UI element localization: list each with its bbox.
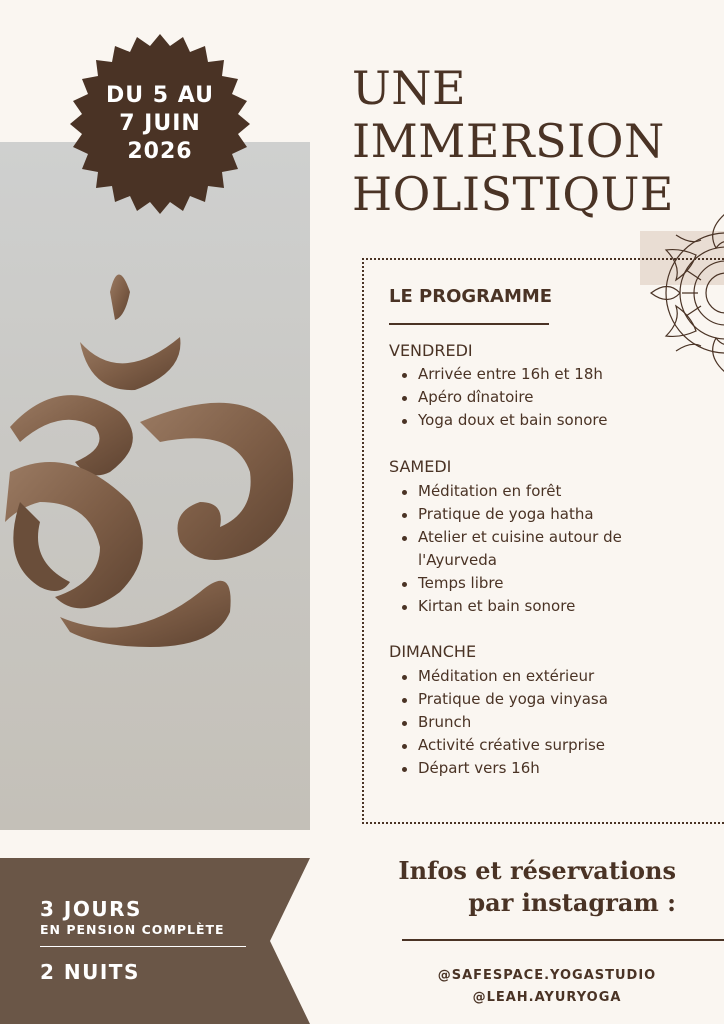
day-vendredi: VENDREDI — [389, 341, 473, 360]
day-dimanche: DIMANCHE — [389, 642, 477, 661]
banner-days: 3 JOURS — [40, 897, 142, 921]
list-item: Méditation en forêt — [400, 480, 622, 503]
infos-heading — [398, 855, 676, 919]
infos-line-2: par instagram : — [468, 888, 676, 917]
list-item: Arrivée entre 16h et 18h — [400, 363, 607, 386]
badge-line-1: DU 5 AU — [106, 83, 214, 108]
instagram-handle-leah[interactable]: @LEAH.AYURYOGA — [472, 990, 622, 1005]
list-dimanche — [400, 665, 608, 780]
date-badge — [70, 34, 250, 214]
day-samedi: SAMEDI — [389, 457, 452, 476]
title-line-2: IMMERSION — [352, 114, 665, 168]
list-vendredi — [400, 363, 607, 432]
om-photo — [0, 142, 310, 830]
banner-nights: 2 NUITS — [40, 960, 140, 984]
list-item: Pratique de yoga hatha — [400, 503, 622, 526]
list-item: Yoga doux et bain sonore — [400, 409, 607, 432]
list-item: Départ vers 16h — [400, 757, 608, 780]
list-item: Activité créative surprise — [400, 734, 608, 757]
badge-line-2: 7 JUIN — [119, 111, 201, 136]
infos-divider — [402, 939, 724, 941]
list-item: Brunch — [400, 711, 608, 734]
banner-board: EN PENSION COMPLÈTE — [40, 922, 225, 937]
list-item: Pratique de yoga vinyasa — [400, 688, 608, 711]
banner-divider — [40, 946, 246, 947]
title-line-1: UNE — [352, 61, 467, 115]
list-item: Temps libre — [400, 572, 622, 595]
badge-line-3: 2026 — [127, 139, 193, 164]
infos-line-1: Infos et réservations — [398, 856, 676, 885]
programme-divider — [389, 323, 549, 325]
list-item: Méditation en extérieur — [400, 665, 608, 688]
page-title — [352, 62, 674, 221]
list-item-continuation: l'Ayurveda — [418, 551, 497, 569]
stay-banner-shape — [0, 858, 310, 1024]
programme-heading: LE PROGRAMME — [389, 286, 553, 307]
list-item: Apéro dînatoire — [400, 386, 607, 409]
list-item: Atelier et cuisine autour de — [400, 526, 622, 549]
list-item: Kirtan et bain sonore — [400, 595, 622, 618]
om-carving-icon — [0, 142, 310, 830]
title-line-3: HOLISTIQUE — [352, 167, 674, 221]
list-samedi — [400, 480, 622, 618]
instagram-handles — [404, 965, 690, 1009]
instagram-handle-studio[interactable]: @SAFESPACE.YOGASTUDIO — [437, 968, 657, 983]
